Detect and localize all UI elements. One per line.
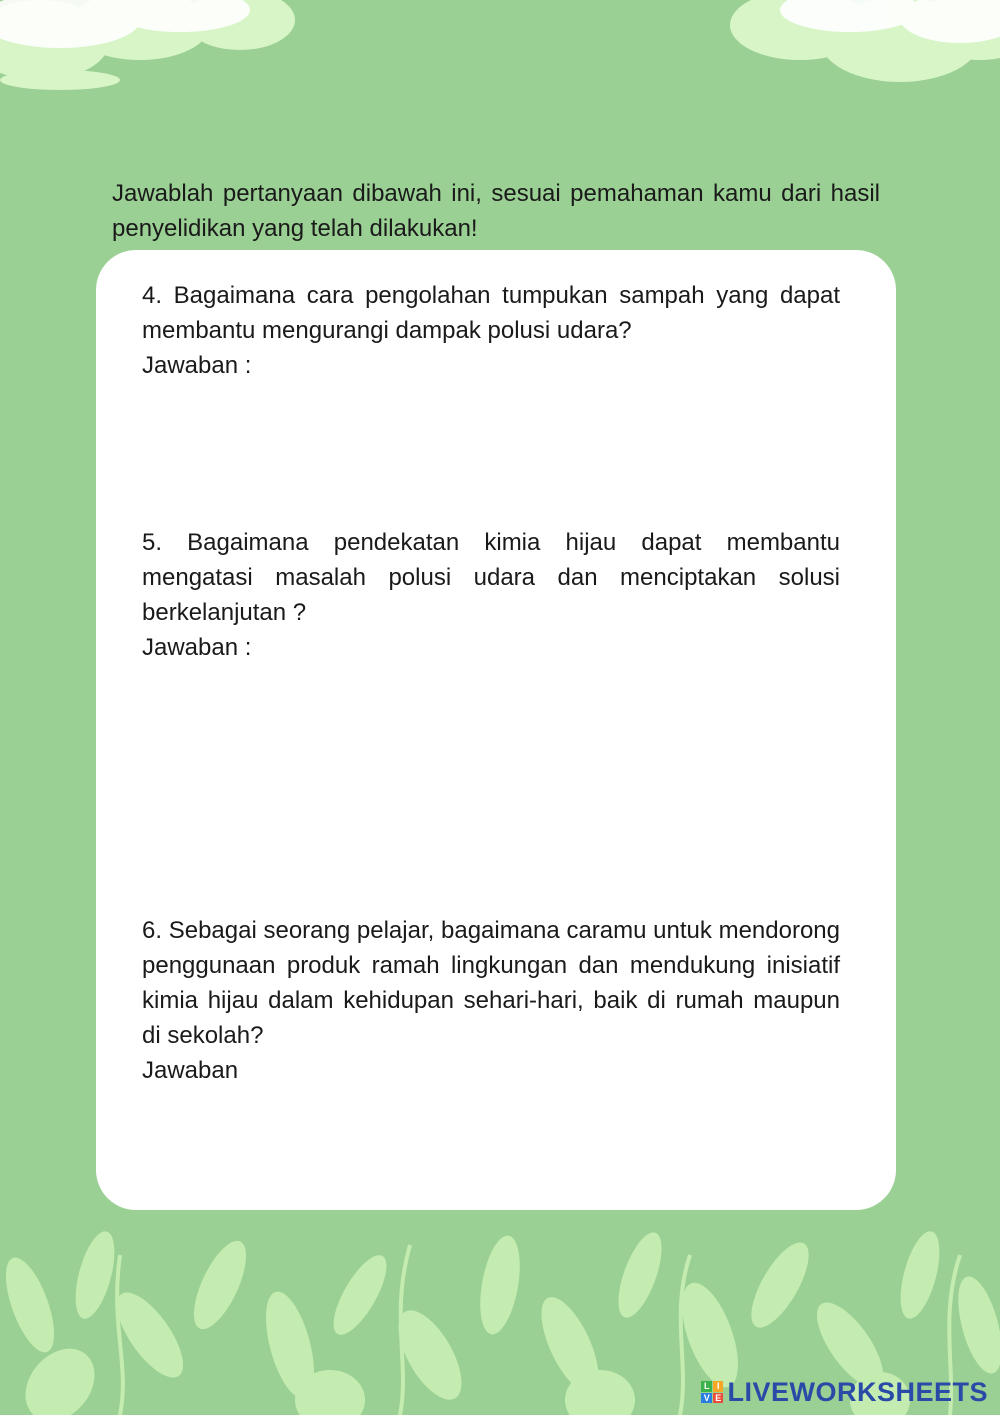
- liveworksheets-logo-icon: [701, 1381, 723, 1403]
- logo-letter-i: I: [713, 1381, 724, 1392]
- logo-letter-e: E: [713, 1393, 724, 1404]
- question-card: [96, 250, 896, 1210]
- question-6: [142, 913, 840, 1088]
- question-5: [142, 525, 840, 665]
- question-6-text: 6. Sebagai seorang pelajar, bagaimana caramu untuk mendorong penggunaan produk ramah lingkungan dan mendukung inisiatif kimia hijau dalam kehidupan sehari-hari, baik di rumah maupun di sekolah?: [142, 917, 840, 1049]
- logo-letter-l: L: [701, 1381, 712, 1392]
- instruction-text: Jawablah pertanyaan dibawah ini, sesuai pemahaman kamu dari hasil penyelidikan yang telah dilakukan!: [112, 180, 880, 242]
- liveworksheets-brand: [701, 1377, 988, 1407]
- question-4-text: 4. Bagaimana cara pengolahan tumpukan sampah yang dapat membantu mengurangi dampak polusi udara?: [142, 282, 840, 344]
- cloud-decoration: [0, 0, 1000, 100]
- logo-letter-v: V: [701, 1393, 712, 1404]
- brand-name: LIVEWORKSHEETS: [727, 1376, 988, 1407]
- question-4: [142, 278, 840, 383]
- question-5-answer-label: Jawaban :: [142, 634, 252, 661]
- question-6-answer-label: Jawaban: [142, 1057, 239, 1084]
- question-5-text: 5. Bagaimana pendekatan kimia hijau dapat membantu mengatasi masalah polusi udara dan menciptakan solusi berkelanjutan ?: [142, 529, 840, 626]
- question-4-answer-label: Jawaban :: [142, 352, 252, 379]
